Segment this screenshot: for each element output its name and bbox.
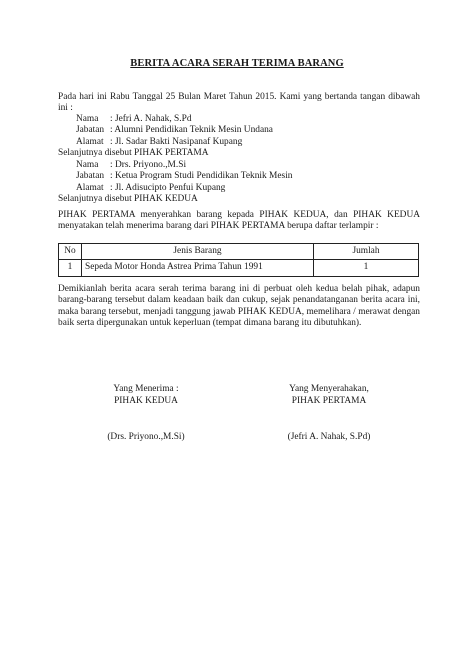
signature-role: Yang Menyerahakan, xyxy=(289,384,369,394)
field-label: Alamat xyxy=(76,182,104,193)
field-row-nama xyxy=(58,114,438,125)
column-header-jenis-barang: Jenis Barang xyxy=(82,244,314,260)
field-row-nama xyxy=(58,160,438,171)
field-value: : Drs. Priyono.,M.Si xyxy=(110,160,187,170)
pihak-kedua-block xyxy=(58,160,438,206)
closing-paragraph: Demikianlah berita acara serah terima barang ini di perbuat oleh kedua belah pihak, adapun barang-barang tersebut dalam keadaan baik dan cukup, sejak penandatanganan berita acara ini, maka barang tersebut, menjadi tanggung jawab PIHAK KEDUA, memelihara / merawat dengan baik serta dipergunakan untuk keperluan (tempat dimana barang itu dibutuhkan). xyxy=(58,284,420,328)
field-value: : Jl. Sadar Bakti Nasipanaf Kupang xyxy=(110,136,243,147)
handover-paragraph: PIHAK PERTAMA menyerahkan barang kepada PIHAK KEDUA, dan PIHAK KEDUA menyatakan telah menerima barang dari PIHAK PERTAMA berupa daftar terlampir : xyxy=(58,210,420,232)
items-table xyxy=(58,243,419,277)
intro-paragraph: Pada hari ini Rabu Tanggal 25 Bulan Maret Tahun 2015. Kami yang bertanda tangan dibawah ini : xyxy=(58,92,420,114)
field-label: Nama xyxy=(76,160,99,170)
field-value: : Ketua Program Studi Pendidikan Teknik Mesin xyxy=(110,171,293,182)
signature-party: PIHAK KEDUA xyxy=(114,396,178,406)
field-value: : Jefri A. Nahak, S.Pd xyxy=(110,114,192,124)
signature-name-giver: (Jefri A. Nahak, S.Pd) xyxy=(287,432,371,442)
pihak-pertama-block xyxy=(58,114,438,160)
table-header-row xyxy=(59,244,419,260)
pihak-kedua-designation: Selanjutnya disebut PIHAK KEDUA xyxy=(58,194,198,205)
signature-block-giver xyxy=(274,384,384,408)
field-label: Jabatan xyxy=(76,125,105,136)
document-title: BERITA ACARA SERAH TERIMA BARANG xyxy=(130,58,344,69)
table-row xyxy=(59,260,419,276)
signature-block-receiver xyxy=(96,384,196,408)
field-row-alamat xyxy=(58,137,438,148)
field-row-jabatan xyxy=(58,171,438,182)
field-value: : Alumni Pendidikan Teknik Mesin Undana xyxy=(110,125,273,136)
cell-jumlah: 1 xyxy=(314,260,419,276)
field-label: Nama xyxy=(76,114,99,124)
cell-jenis-barang: Sepeda Motor Honda Astrea Prima Tahun 1991 xyxy=(82,260,314,276)
field-value: : Jl. Adisucipto Penfui Kupang xyxy=(110,182,226,193)
pihak-pertama-designation: Selanjutnya disebut PIHAK PERTAMA xyxy=(58,148,209,159)
column-header-no: No xyxy=(59,244,82,260)
field-row-alamat xyxy=(58,183,438,194)
cell-no: 1 xyxy=(59,260,82,276)
column-header-jumlah: Jumlah xyxy=(314,244,419,260)
signature-party: PIHAK PERTAMA xyxy=(291,396,367,406)
field-row-jabatan xyxy=(58,125,438,136)
field-label: Alamat xyxy=(76,136,104,147)
signature-role: Yang Menerima : xyxy=(113,384,179,394)
field-label: Jabatan xyxy=(76,171,105,182)
signature-name-receiver: (Drs. Priyono.,M.Si) xyxy=(107,432,185,442)
